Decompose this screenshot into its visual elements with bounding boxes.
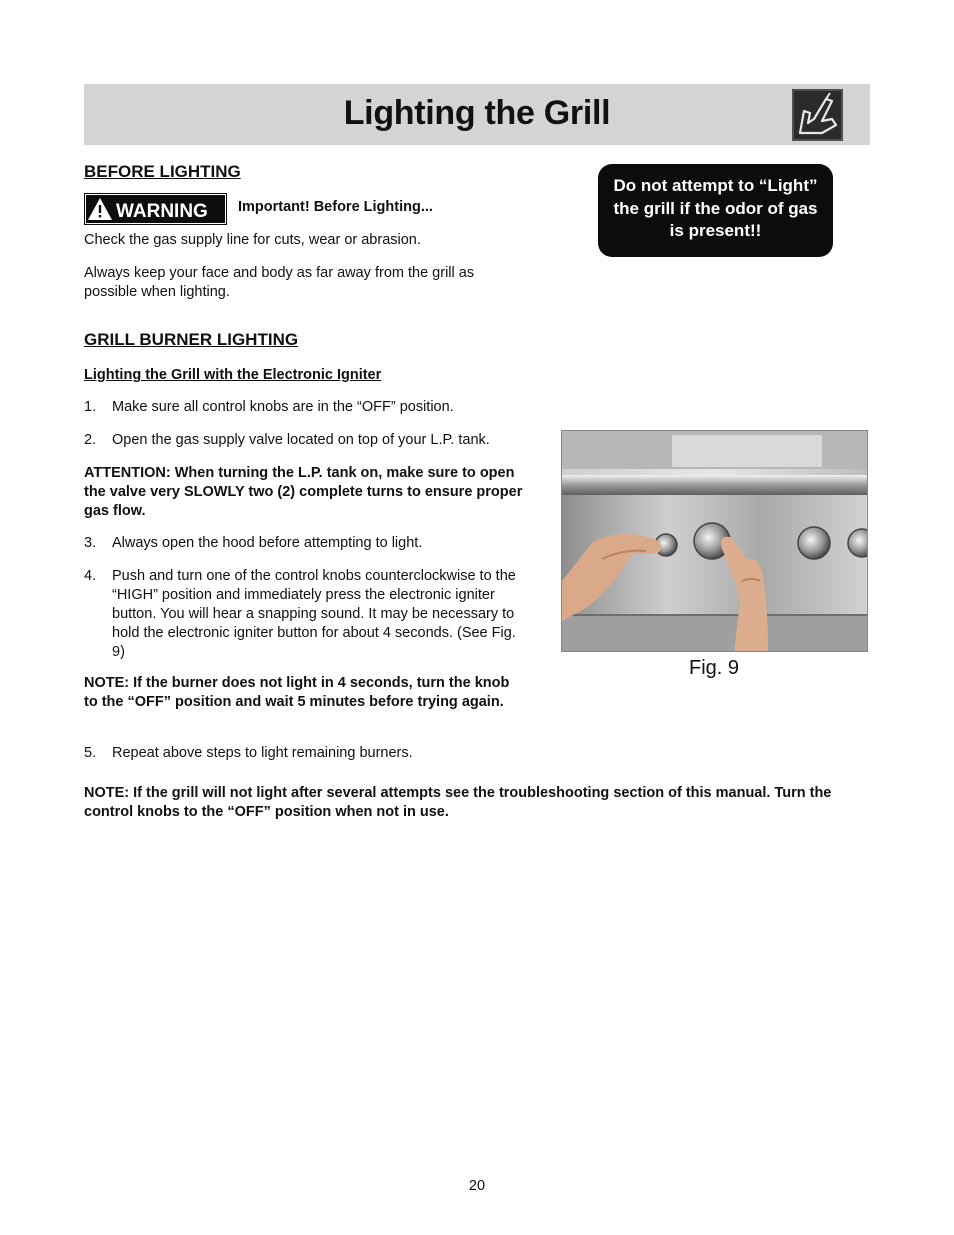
page-number: 20 bbox=[468, 1178, 486, 1194]
title-bar bbox=[84, 84, 870, 145]
gas-odor-callout: Do not attempt to “Light” the grill if the odor of gas is present!! bbox=[598, 164, 833, 257]
step-text: Push and turn one of the control knobs counterclockwise to the “HIGH” position and immediately press the electronic igniter button. You will hear a snapping sound. It may be necessary to hold the electronic igniter button for about 4 seconds. (See Fig. 9) bbox=[112, 568, 516, 660]
before-lighting-heading: BEFORE LIGHTING bbox=[84, 162, 241, 181]
step-text: Make sure all control knobs are in the “OFF” position. bbox=[112, 399, 454, 415]
warning-badge-text: WARNING bbox=[116, 201, 208, 222]
list-item bbox=[84, 398, 524, 417]
step-number: 3. bbox=[84, 535, 97, 551]
list-item bbox=[84, 534, 524, 553]
figure-caption: Fig. 9 bbox=[689, 657, 740, 679]
before-lighting-paragraph: Check the gas supply line for cuts, wear or abrasion. bbox=[84, 232, 421, 248]
step-number: 2. bbox=[84, 432, 97, 448]
troubleshooting-note: NOTE: If the grill will not light after several attempts see the troubleshooting section of this manual. Turn the control knobs to the “OFF” position when not in use. bbox=[84, 785, 832, 820]
step-text: Open the gas supply valve located on top of your L.P. tank. bbox=[112, 432, 490, 448]
warning-lead-text: Important! Before Lighting... bbox=[238, 199, 433, 215]
step-text: Always open the hood before attempting to light. bbox=[112, 535, 423, 551]
step-text: Repeat above steps to light remaining burners. bbox=[112, 745, 413, 761]
grill-photo-illustration bbox=[562, 431, 868, 652]
hand-lighting-icon bbox=[792, 89, 843, 141]
list-item bbox=[84, 567, 524, 662]
step-number: 5. bbox=[84, 745, 97, 761]
page-title: Lighting the Grill bbox=[343, 94, 611, 132]
list-item bbox=[84, 744, 524, 763]
before-lighting-paragraph: Always keep your face and body as far away from the grill as possible when lighting. bbox=[84, 265, 475, 300]
step-number: 4. bbox=[84, 568, 97, 584]
electronic-igniter-subheading: Lighting the Grill with the Electronic Igniter bbox=[84, 367, 382, 383]
step-number: 1. bbox=[84, 399, 97, 415]
list-item bbox=[84, 431, 524, 450]
warning-badge bbox=[84, 193, 227, 225]
attention-note: ATTENTION: When turning the L.P. tank on, make sure to open the valve very SLOWLY two (2) complete turns to ensure proper gas flow. bbox=[84, 465, 523, 519]
grill-burner-heading: GRILL BURNER LIGHTING bbox=[84, 330, 299, 349]
burner-note: NOTE: If the burner does not light in 4 seconds, turn the knob to the “OFF” position and wait 5 minutes before trying again. bbox=[84, 675, 510, 710]
grill-control-panel-photo bbox=[561, 430, 868, 652]
